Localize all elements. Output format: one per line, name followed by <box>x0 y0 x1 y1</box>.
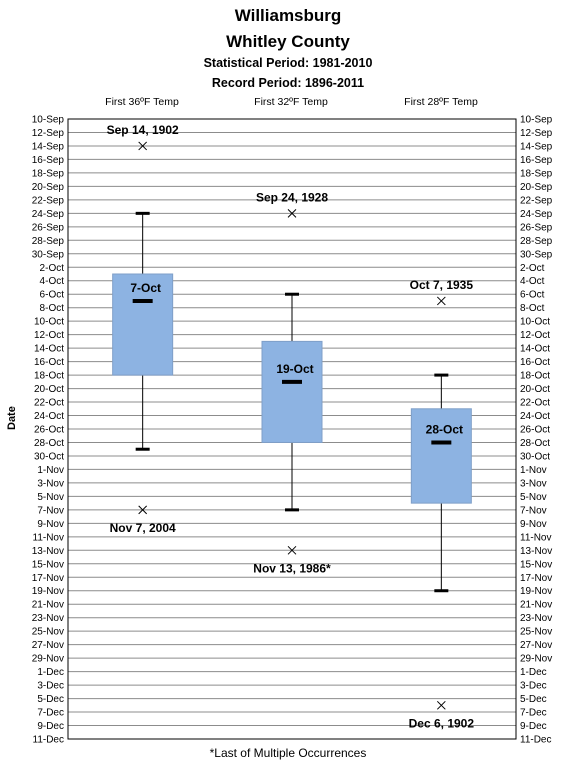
y-tick-label-right: 26-Sep <box>520 222 553 234</box>
y-tick-label-right: 8-Oct <box>520 303 545 315</box>
y-tick-label-right: 12-Sep <box>520 127 553 139</box>
y-tick-label-left: 21-Nov <box>31 599 64 611</box>
y-tick-label-right: 26-Oct <box>520 424 551 436</box>
y-tick-label-right: 19-Nov <box>520 586 553 598</box>
y-tick-label-right: 1-Nov <box>520 464 547 476</box>
category-label-36f: First 36ºF Temp <box>105 96 179 108</box>
y-tick-label-right: 24-Sep <box>520 208 553 220</box>
y-tick-label-right: 20-Sep <box>520 181 553 193</box>
y-tick-label-right: 10-Sep <box>520 114 553 126</box>
y-tick-label-right: 25-Nov <box>520 626 553 638</box>
y-tick-label-left: 26-Sep <box>31 222 64 234</box>
y-tick-label-left: 4-Oct <box>39 276 64 288</box>
y-tick-label-right: 16-Sep <box>520 154 553 166</box>
y-tick-label-right: 16-Oct <box>520 357 551 369</box>
iqr-box <box>262 341 322 442</box>
y-tick-label-right: 10-Oct <box>520 316 551 328</box>
y-tick-label-right: 5-Dec <box>520 694 547 706</box>
y-tick-label-left: 20-Sep <box>31 181 64 193</box>
y-tick-label-right: 30-Oct <box>520 451 551 463</box>
y-tick-label-left: 9-Dec <box>37 721 64 733</box>
y-tick-label-right: 6-Oct <box>520 289 545 301</box>
y-tick-label-left: 28-Oct <box>33 437 64 449</box>
y-tick-label-right: 2-Oct <box>520 262 545 274</box>
y-tick-label-left: 10-Oct <box>33 316 64 328</box>
y-tick-label-right: 14-Oct <box>520 343 551 355</box>
footnote: *Last of Multiple Occurrences <box>209 746 367 760</box>
category-label-28f: First 28ºF Temp <box>404 96 478 108</box>
y-tick-label-right: 7-Nov <box>520 505 547 517</box>
y-tick-label-right: 14-Sep <box>520 141 553 153</box>
y-tick-label-right: 5-Nov <box>520 491 547 503</box>
record-period: Record Period: 1896-2011 <box>211 76 365 90</box>
y-tick-label-left: 22-Sep <box>31 195 64 207</box>
median-label: 19-Oct <box>276 361 314 376</box>
record-marker <box>437 701 445 709</box>
y-tick-label-right: 23-Nov <box>520 613 553 625</box>
y-axis-label: Date <box>6 406 18 430</box>
y-tick-label-left: 23-Nov <box>31 613 64 625</box>
record-label: Sep 14, 1902 <box>106 122 179 137</box>
y-tick-label-right: 9-Nov <box>520 518 547 530</box>
y-tick-label-left: 14-Sep <box>31 141 64 153</box>
y-tick-label-left: 29-Nov <box>31 653 64 665</box>
y-tick-label-right: 9-Dec <box>520 721 547 733</box>
y-tick-label-left: 3-Nov <box>37 478 64 490</box>
y-tick-label-left: 11-Dec <box>32 734 64 746</box>
y-tick-label-right: 28-Oct <box>520 437 551 449</box>
y-tick-label-left: 1-Nov <box>37 464 64 476</box>
y-tick-label-left: 8-Oct <box>39 303 64 315</box>
y-tick-label-left: 10-Sep <box>31 114 64 126</box>
y-tick-label-right: 22-Sep <box>520 195 553 207</box>
y-tick-label-left: 7-Dec <box>37 707 64 719</box>
y-tick-label-left: 25-Nov <box>31 626 64 638</box>
y-tick-label-right: 22-Oct <box>520 397 551 409</box>
y-tick-label-left: 12-Oct <box>33 330 64 342</box>
y-tick-label-left: 27-Nov <box>31 640 64 652</box>
record-label: Oct 7, 1935 <box>409 277 474 292</box>
y-tick-label-left: 22-Oct <box>33 397 64 409</box>
y-tick-label-right: 28-Sep <box>520 235 553 247</box>
y-tick-label-right: 27-Nov <box>520 640 553 652</box>
y-tick-label-left: 18-Oct <box>33 370 64 382</box>
y-tick-label-right: 29-Nov <box>520 653 553 665</box>
y-tick-label-right: 7-Dec <box>520 707 547 719</box>
record-label: Sep 24, 1928 <box>255 190 329 205</box>
y-tick-label-left: 2-Oct <box>39 262 64 274</box>
y-tick-label-right: 15-Nov <box>520 559 553 571</box>
y-tick-label-left: 26-Oct <box>33 424 64 436</box>
y-tick-label-left: 11-Nov <box>32 532 64 544</box>
y-tick-label-right: 18-Oct <box>520 370 551 382</box>
y-tick-label-left: 6-Oct <box>39 289 64 301</box>
category-label-32f: First 32ºF Temp <box>254 96 328 108</box>
y-tick-label-left: 14-Oct <box>33 343 64 355</box>
y-tick-label-right: 18-Sep <box>520 168 553 180</box>
record-label: Nov 7, 2004 <box>109 520 176 535</box>
record-label: Dec 6, 1902 <box>408 716 475 731</box>
y-tick-label-left: 16-Sep <box>31 154 64 166</box>
record-label: Nov 13, 1986* <box>253 561 331 576</box>
y-tick-label-right: 4-Oct <box>520 276 545 288</box>
y-tick-label-left: 9-Nov <box>37 518 64 530</box>
y-tick-label-right: 21-Nov <box>520 599 553 611</box>
y-tick-label-right: 24-Oct <box>520 411 551 423</box>
y-tick-label-left: 24-Oct <box>33 411 64 423</box>
y-tick-label-left: 24-Sep <box>31 208 64 220</box>
y-tick-label-left: 5-Nov <box>37 491 64 503</box>
y-tick-label-right: 30-Sep <box>520 249 553 261</box>
y-tick-label-left: 30-Sep <box>31 249 64 261</box>
record-marker <box>437 297 445 305</box>
y-tick-label-right: 12-Oct <box>520 330 551 342</box>
y-tick-label-left: 19-Nov <box>31 586 64 598</box>
y-tick-label-left: 30-Oct <box>33 451 64 463</box>
y-tick-label-left: 13-Nov <box>31 545 64 557</box>
y-tick-label-right: 11-Dec <box>520 734 552 746</box>
chart-title: Williamsburg <box>234 6 342 25</box>
y-tick-label-right: 3-Nov <box>520 478 547 490</box>
y-tick-label-left: 16-Oct <box>33 357 64 369</box>
y-tick-label-left: 1-Dec <box>37 667 64 679</box>
y-tick-label-left: 12-Sep <box>31 127 64 139</box>
median-label: 28-Oct <box>425 422 464 437</box>
y-tick-label-right: 20-Oct <box>520 384 551 396</box>
y-tick-label-left: 18-Sep <box>31 168 64 180</box>
y-tick-label-right: 11-Nov <box>520 532 552 544</box>
y-tick-label-left: 20-Oct <box>33 384 64 396</box>
y-tick-label-left: 3-Dec <box>37 680 64 692</box>
y-tick-label-left: 15-Nov <box>31 559 64 571</box>
y-tick-label-left: 5-Dec <box>37 694 64 706</box>
median-label: 7-Oct <box>130 280 162 295</box>
chart-subtitle-county: Whitley County <box>226 32 350 51</box>
y-tick-label-right: 17-Nov <box>520 572 553 584</box>
y-tick-label-left: 17-Nov <box>31 572 64 584</box>
y-tick-label-left: 7-Nov <box>37 505 64 517</box>
y-tick-label-right: 1-Dec <box>520 667 547 679</box>
y-tick-label-right: 3-Dec <box>520 680 547 692</box>
y-tick-label-left: 28-Sep <box>31 235 64 247</box>
y-tick-label-right: 13-Nov <box>520 545 553 557</box>
statistical-period: Statistical Period: 1981-2010 <box>203 56 373 70</box>
